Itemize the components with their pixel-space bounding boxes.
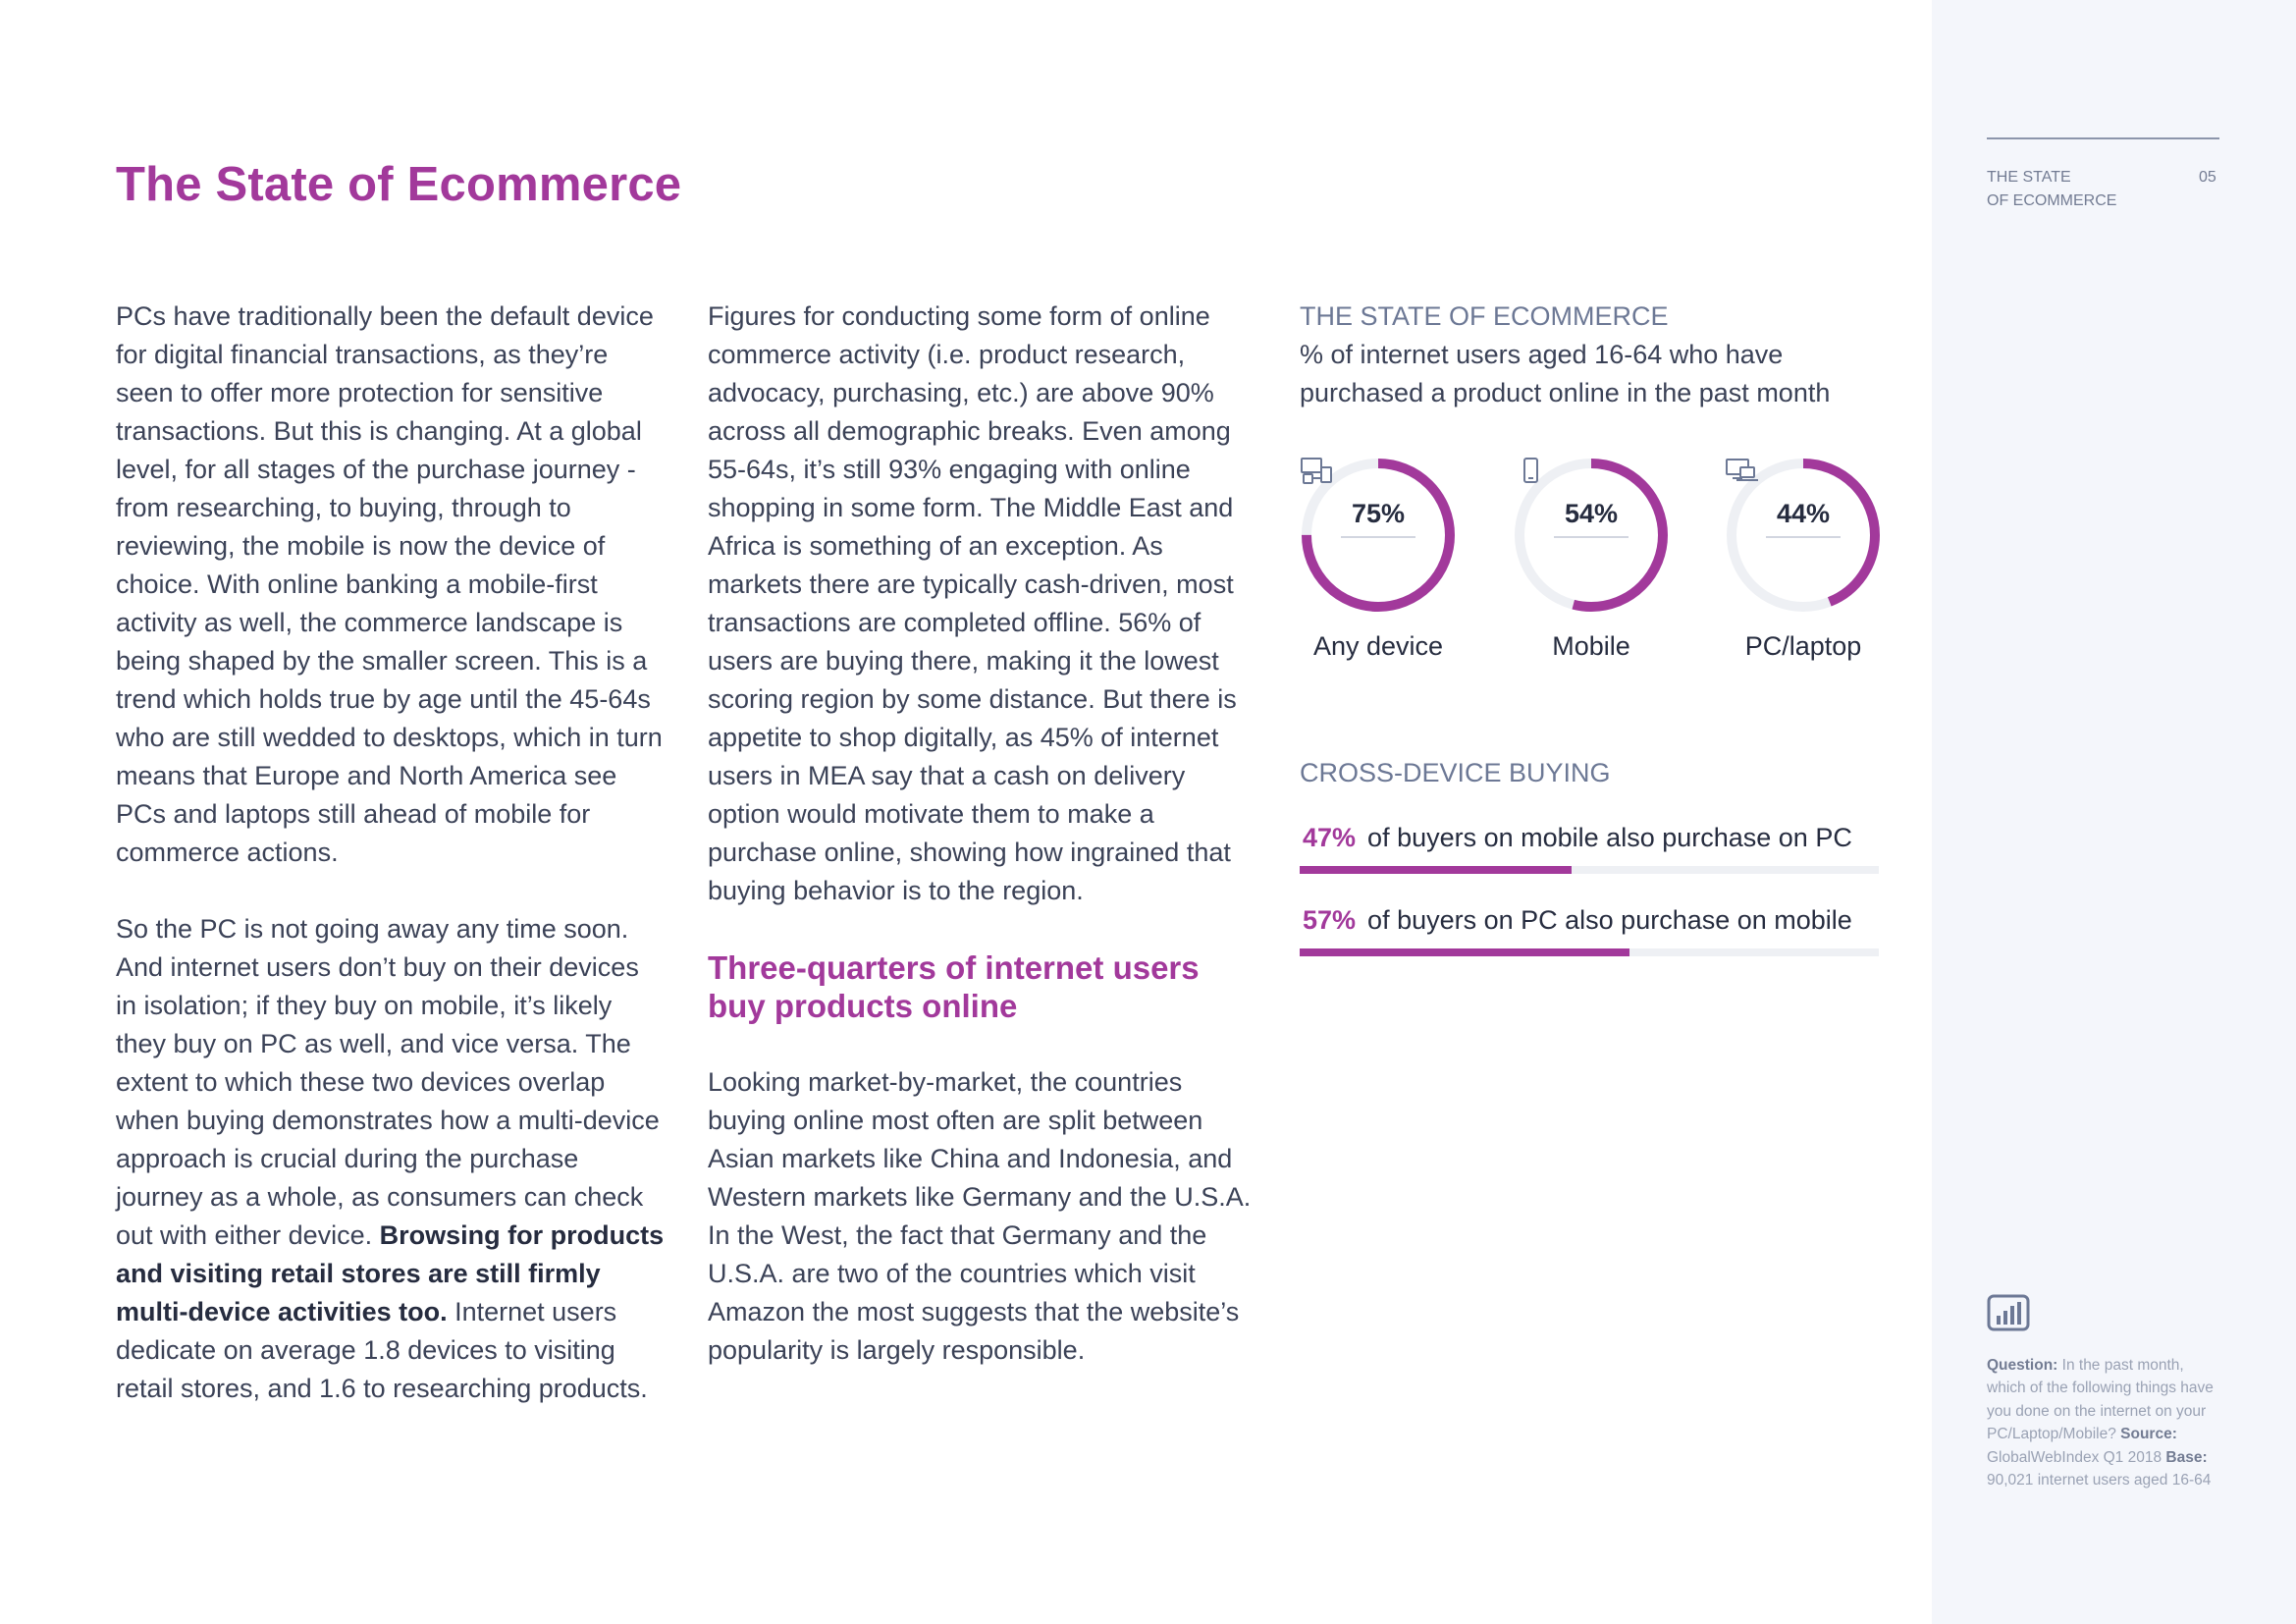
divider bbox=[1766, 536, 1841, 538]
highlighted-text: Browsing for products and visiting retail stores are still firmly multi-device activities too. bbox=[116, 1220, 665, 1326]
note-label: Question: bbox=[1987, 1357, 2058, 1374]
chart-subtitle: % of internet users aged 16-64 who have purchased a product online in the past month bbox=[1300, 340, 1831, 407]
bar-category-label: of buyers on mobile also purchase on PC bbox=[1367, 823, 1852, 852]
donut-value-label: 54% bbox=[1564, 499, 1619, 528]
chart-title: THE STATE OF ECOMMERCE bbox=[1300, 301, 1669, 331]
note-text: GlobalWebIndex Q1 2018 bbox=[1987, 1448, 2166, 1466]
section-label bbox=[1987, 166, 2154, 213]
bar-category-label: of buyers on PC also purchase on mobile bbox=[1367, 905, 1852, 935]
paragraph: Looking market-by-market, the countries buying online most often are split between Asian markets like China and Indonesia, and Western markets like Germany and the U.S.A. In the West, the fact that Germany and the U.S.A. are two of the countries which visit Amazon the most suggests that the website’s popularity is largely responsible. bbox=[708, 1067, 1252, 1365]
section-subheading: Three-quarters of internet users buy products online bbox=[708, 949, 1200, 1024]
mobile-phone-icon bbox=[1513, 457, 1548, 484]
paragraph-text: So the PC is not going away any time soon. And internet users don’t buy on their devices in isolation; if they buy on mobile, it’s likely they buy on PC as well, and vice versa. The extent to which these two devices overlap when buying demonstrates how a multi-device approach is crucial during the purchase journey as a whole, as consumers can check out with either device. bbox=[116, 914, 660, 1250]
cross-device-row bbox=[1300, 901, 1879, 956]
body-column-2 bbox=[708, 298, 1262, 1370]
paragraph: PCs have traditionally been the default device for digital financial transactions, as they’re seen to offer more protection for sensitive transactions. But this is changing. At a global level, for all stages of the purchase journey - from researching, to buying, through to reviewing, the mobile is now the device of choice. With online banking a mobile-first activity as well, the commerce landscape is being shaped by the smaller screen. This is a trend which holds true by age until the 45-64s who are still wedded to desktops, which in turn means that Europe and North America see PCs and laptops still ahead of mobile for commerce actions. bbox=[116, 301, 663, 867]
donut-category-label: Any device bbox=[1312, 631, 1444, 661]
bar-track bbox=[1300, 948, 1879, 956]
bar-fill bbox=[1300, 948, 1629, 956]
cross-device-text bbox=[1300, 901, 1879, 940]
page-title: The State of Ecommerce bbox=[116, 158, 682, 211]
donut-category-label: PC/laptop bbox=[1744, 631, 1862, 661]
note-text: In the past month, which of the following things have you done on the internet on your PC/Laptop/Mobile? bbox=[1987, 1357, 2214, 1443]
note-text: 90,021 internet users aged 16-64 bbox=[1987, 1472, 2212, 1489]
note-label: Source: bbox=[2120, 1426, 2177, 1443]
bar-fill bbox=[1300, 866, 1572, 874]
pc-laptop-icon bbox=[1725, 457, 1760, 484]
bar-track bbox=[1300, 866, 1879, 874]
paragraph: Figures for conducting some form of online commerce activity (i.e. product research, advocacy, purchasing, etc.) are above 90% across all demographic breaks. Even among 55-64s, it’s still 93% engaging with online shopping in some form. The Middle East and Africa is something of an exception. As markets there are typically cash-driven, most transactions are completed offline. 56% of users are buying there, making it the lowest scoring region by some distance. But there is appetite to shop digitally, as 45% of internet users in MEA say that a cash on delivery option would motivate them to make a purchase online, showing how ingrained that buying behavior is to the region. bbox=[708, 301, 1237, 905]
body-column-1 bbox=[116, 298, 666, 1408]
divider bbox=[1341, 536, 1415, 538]
divider bbox=[1987, 137, 2219, 139]
multi-device-icon bbox=[1300, 457, 1335, 484]
paragraph bbox=[116, 910, 666, 1408]
cross-device-title: CROSS-DEVICE BUYING bbox=[1300, 758, 1611, 787]
donut-category-label: Mobile bbox=[1552, 631, 1630, 661]
bar-chart-icon bbox=[1987, 1294, 2030, 1331]
donut-any-device bbox=[1300, 457, 1457, 614]
page-number: 05 bbox=[2199, 169, 2216, 186]
divider bbox=[1554, 536, 1629, 538]
methodology-note bbox=[1987, 1354, 2222, 1491]
donut-pc-laptop bbox=[1725, 457, 1882, 614]
note-label: Base: bbox=[2165, 1448, 2208, 1466]
cross-device-text bbox=[1300, 819, 1879, 857]
section-label-line: THE STATE bbox=[1987, 169, 2071, 186]
cross-device-row bbox=[1300, 819, 1879, 874]
donut-value-label: 75% bbox=[1351, 499, 1406, 528]
section-label-line: OF ECOMMERCE bbox=[1987, 192, 2117, 209]
paragraph-text: Internet users dedicate on average 1.8 devices to visiting retail stores, and 1.6 to researching products. bbox=[116, 1297, 648, 1403]
donut-value-label: 44% bbox=[1776, 499, 1831, 528]
bar-value-label: 57% bbox=[1303, 905, 1357, 935]
bar-value-label: 47% bbox=[1303, 823, 1357, 852]
donut-mobile bbox=[1513, 457, 1670, 614]
